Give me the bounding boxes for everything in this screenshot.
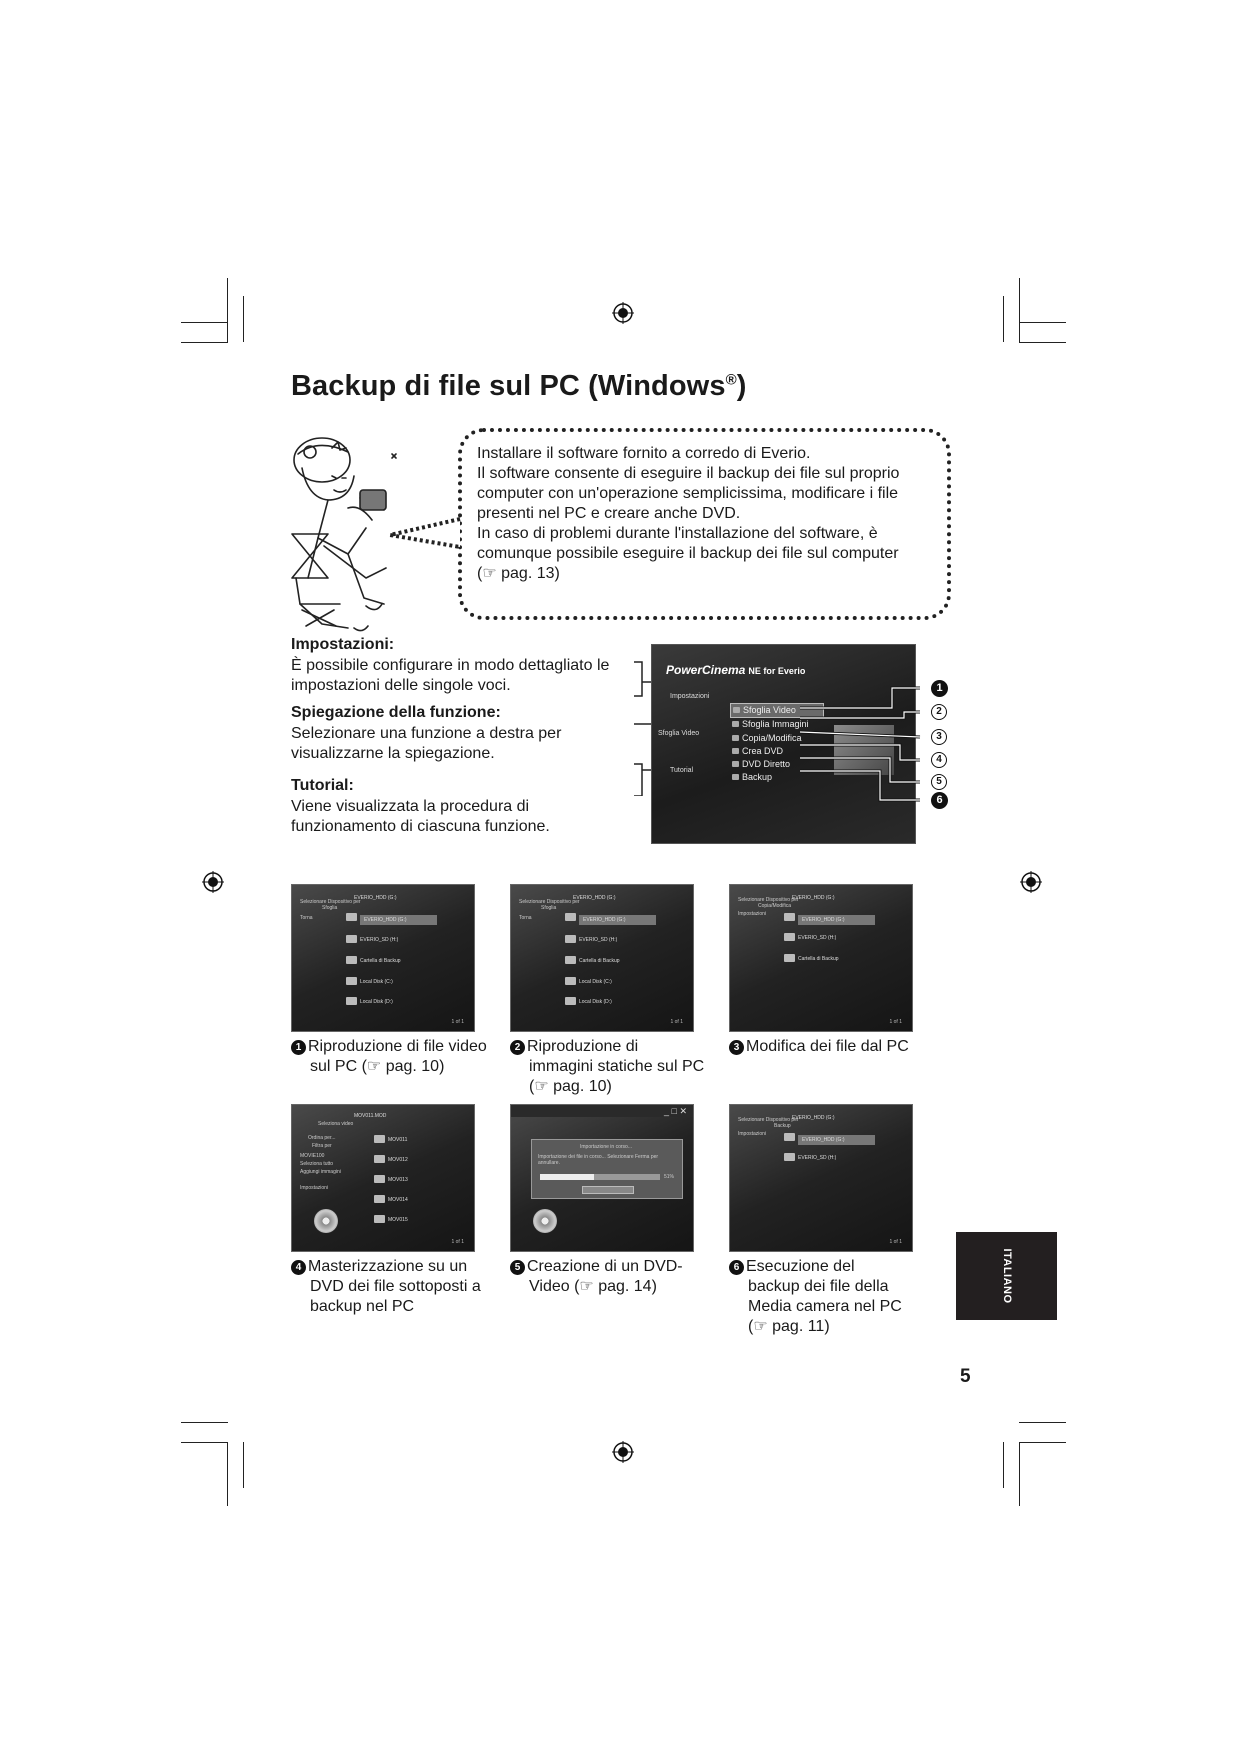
speech-bubble-tail bbox=[388, 515, 464, 551]
thumb-text: 51% bbox=[664, 1174, 675, 1180]
page-number: 5 bbox=[960, 1366, 971, 1387]
caption: 6 Esecuzione del backup dei file della Media camera nel PC (☞ pag. 11) bbox=[729, 1257, 941, 1337]
screenshot-thumbnail bbox=[729, 884, 913, 1032]
thumb-text: Torna bbox=[300, 915, 313, 921]
thumb-text: Importazione in corso... bbox=[580, 1144, 632, 1150]
thumb-item: Cartella di Backup bbox=[360, 958, 401, 964]
screenshot-thumbnail bbox=[291, 1104, 475, 1252]
dvd-icon bbox=[314, 1209, 338, 1233]
thumb-item: MOV014 bbox=[388, 1197, 408, 1203]
screenshot-thumbnail bbox=[510, 1104, 694, 1252]
thumb-item: EVERIO_HDD (G:) bbox=[798, 915, 875, 925]
screenshot-thumbnail bbox=[729, 1104, 913, 1252]
registration-mark-icon bbox=[202, 871, 224, 893]
progress-dialog bbox=[531, 1139, 683, 1199]
menu-item[interactable]: Crea DVD bbox=[730, 745, 824, 758]
caption-number: 5 bbox=[510, 1260, 525, 1275]
section-heading: Spiegazione della funzione: bbox=[291, 704, 501, 721]
thumb-text: Impostazioni bbox=[300, 1185, 329, 1191]
thumb-text: EVERIO_HDD (G:) bbox=[354, 895, 397, 901]
thumb-text: Sfoglia bbox=[322, 905, 338, 911]
screenshot-thumbnail bbox=[510, 884, 694, 1032]
thumb-text: MOVIE100 bbox=[300, 1153, 325, 1159]
thumb-item: MOV015 bbox=[388, 1217, 408, 1223]
thumb-text: Seleziona video bbox=[318, 1121, 354, 1127]
crop-mark bbox=[227, 278, 228, 342]
crop-mark bbox=[1019, 1422, 1066, 1423]
thumb-text: Impostazioni bbox=[738, 911, 767, 917]
crop-mark bbox=[181, 342, 228, 343]
progress-bar bbox=[540, 1174, 660, 1180]
crop-mark bbox=[181, 322, 228, 323]
thumb-item: Local Disk (D:) bbox=[360, 999, 393, 1005]
callout-number: 5 bbox=[931, 774, 947, 790]
thumb-text: Sfoglia bbox=[541, 905, 557, 911]
thumb-text: 1 of 1 bbox=[451, 1239, 464, 1245]
caption-number: 3 bbox=[729, 1040, 744, 1055]
thumb-text: Torna bbox=[519, 915, 532, 921]
crop-mark bbox=[1003, 1442, 1004, 1488]
thumb-item: Cartella di Backup bbox=[798, 956, 839, 962]
thumb-text: Selezionare Dispositivo per bbox=[738, 897, 799, 903]
thumb-item: EVERIO_HDD (G:) bbox=[579, 915, 656, 925]
section-body: È possibile configurare in modo dettagliato le impostazioni delle singole voci. bbox=[291, 657, 610, 694]
caption: 5 Creazione di un DVD- Video (☞ pag. 14) bbox=[510, 1257, 722, 1297]
screen-label: Tutorial bbox=[670, 767, 694, 774]
registration-mark-icon bbox=[612, 1441, 634, 1463]
dvd-icon bbox=[533, 1209, 557, 1233]
thumb-item: EVERIO_SD (H:) bbox=[579, 937, 618, 943]
thumb-text: Selezionare Dispositivo per bbox=[519, 899, 580, 905]
crop-mark bbox=[181, 1422, 228, 1423]
section-heading: Impostazioni: bbox=[291, 636, 395, 653]
caption: 3 Modifica dei file dal PC bbox=[729, 1037, 941, 1057]
thumb-item: EVERIO_SD (H:) bbox=[798, 1155, 837, 1161]
thumb-item: Cartella di Backup bbox=[579, 958, 620, 964]
caption-number: 2 bbox=[510, 1040, 525, 1055]
thumb-text: Importazione dei file in corso... Selezionare Ferma per annullare. bbox=[538, 1154, 659, 1166]
callout-number: 6 bbox=[931, 792, 948, 809]
crop-mark bbox=[1019, 342, 1066, 343]
thumb-text: Backup bbox=[774, 1123, 791, 1129]
section-body: Viene visualizzata la procedura di funzionamento di ciascuna funzione. bbox=[291, 798, 550, 835]
callout-number: 4 bbox=[931, 752, 947, 768]
section-heading: Tutorial: bbox=[291, 777, 354, 794]
window-controls-icon: _ □ ✕ bbox=[664, 1106, 687, 1116]
app-logo: PowerCinema NE for Everio bbox=[666, 663, 806, 677]
thumb-text: Filtra per bbox=[312, 1143, 332, 1149]
crop-mark bbox=[1019, 1442, 1020, 1506]
thumb-text: Copia/Modifica bbox=[758, 903, 792, 909]
page-title: Backup di file sul PC (Windows®) bbox=[291, 370, 747, 402]
menu-item[interactable]: DVD Diretto bbox=[730, 758, 824, 771]
caption: 2 Riproduzione di immagini statiche sul PC (☞ pag. 10) bbox=[510, 1037, 722, 1097]
crop-mark bbox=[1019, 1442, 1066, 1443]
stop-button[interactable] bbox=[582, 1186, 634, 1194]
screen-label: Impostazioni bbox=[670, 693, 710, 700]
thumb-item: EVERIO_HDD (G:) bbox=[798, 1135, 875, 1145]
crop-mark bbox=[243, 296, 244, 342]
progress-fill bbox=[540, 1174, 594, 1180]
thumb-item: EVERIO_SD (H:) bbox=[798, 935, 837, 941]
menu-item[interactable]: Backup bbox=[730, 771, 824, 784]
thumb-text: Aggiungi immagini bbox=[300, 1169, 341, 1175]
registration-mark-icon bbox=[1020, 871, 1042, 893]
thumb-item: MOV012 bbox=[388, 1157, 408, 1163]
caption: 1 Riproduzione di file video sul PC (☞ pag. 10) bbox=[291, 1037, 503, 1077]
thumb-text: 1 of 1 bbox=[889, 1239, 902, 1245]
thumb-text: 1 of 1 bbox=[889, 1019, 902, 1025]
callout-number: 1 bbox=[931, 680, 948, 697]
intro-text: Installare il software fornito a corredo di Everio. Il software consente di eseguire il backup dei file sul proprio computer con un'operazione semplicissima, modificare i file presenti nel PC e creare anche DVD. In caso di problemi durante l'installazione del software, è comunque possibile eseguire il backup dei file sul computer (☞ pag. 13) bbox=[477, 445, 900, 582]
crop-mark bbox=[1019, 278, 1020, 342]
menu-item[interactable]: Sfoglia Immagini bbox=[730, 718, 824, 731]
thumb-item: MOV013 bbox=[388, 1177, 408, 1183]
thumb-item: EVERIO_SD (H:) bbox=[360, 937, 399, 943]
thumb-text: Selezionare Dispositivo per bbox=[738, 1117, 799, 1123]
menu-item[interactable]: Copia/Modifica bbox=[730, 732, 824, 745]
thumb-item: MOV011 bbox=[388, 1137, 408, 1143]
registration-mark-icon bbox=[612, 302, 634, 324]
crop-mark bbox=[181, 1442, 228, 1443]
caption-number: 6 bbox=[729, 1260, 744, 1275]
thumb-text: EVERIO_HDD (G:) bbox=[792, 1115, 835, 1121]
thumb-text: Impostazioni bbox=[738, 1131, 767, 1137]
thumb-item: Local Disk (D:) bbox=[579, 999, 612, 1005]
section-body: Selezionare una funzione a destra per visualizzarne la spiegazione. bbox=[291, 725, 562, 762]
thumb-item: Local Disk (C:) bbox=[360, 979, 393, 985]
thumb-text: MOV011.MOD bbox=[354, 1113, 387, 1119]
callout-number: 3 bbox=[931, 729, 947, 745]
thumb-item: EVERIO_HDD (G:) bbox=[360, 915, 437, 925]
thumb-text: 1 of 1 bbox=[451, 1019, 464, 1025]
screen-label: Sfoglia Video bbox=[658, 730, 700, 737]
thumb-text: Selezionare Dispositivo per bbox=[300, 899, 361, 905]
callout-number: 2 bbox=[931, 704, 947, 720]
caption: 4 Masterizzazione su un DVD dei file sottoposti a backup nel PC bbox=[291, 1257, 503, 1317]
crop-mark bbox=[1003, 296, 1004, 342]
thumb-text: EVERIO_HDD (G:) bbox=[573, 895, 616, 901]
caption-number: 1 bbox=[291, 1040, 306, 1055]
caption-number: 4 bbox=[291, 1260, 306, 1275]
crop-mark bbox=[243, 1442, 244, 1488]
callout-lines bbox=[800, 670, 935, 810]
crop-mark bbox=[227, 1442, 228, 1506]
thumb-item: Local Disk (C:) bbox=[579, 979, 612, 985]
thumb-text: 1 of 1 bbox=[670, 1019, 683, 1025]
thumb-text: Ordina per... bbox=[308, 1135, 336, 1141]
crop-mark bbox=[1019, 322, 1066, 323]
thumb-text: EVERIO_HDD (G:) bbox=[792, 895, 835, 901]
menu-item[interactable]: Sfoglia Video bbox=[730, 703, 824, 718]
screenshot-thumbnail bbox=[291, 884, 475, 1032]
language-tab: ITALIANO bbox=[956, 1232, 1057, 1320]
thumb-text: Seleziona tutto bbox=[300, 1161, 334, 1167]
